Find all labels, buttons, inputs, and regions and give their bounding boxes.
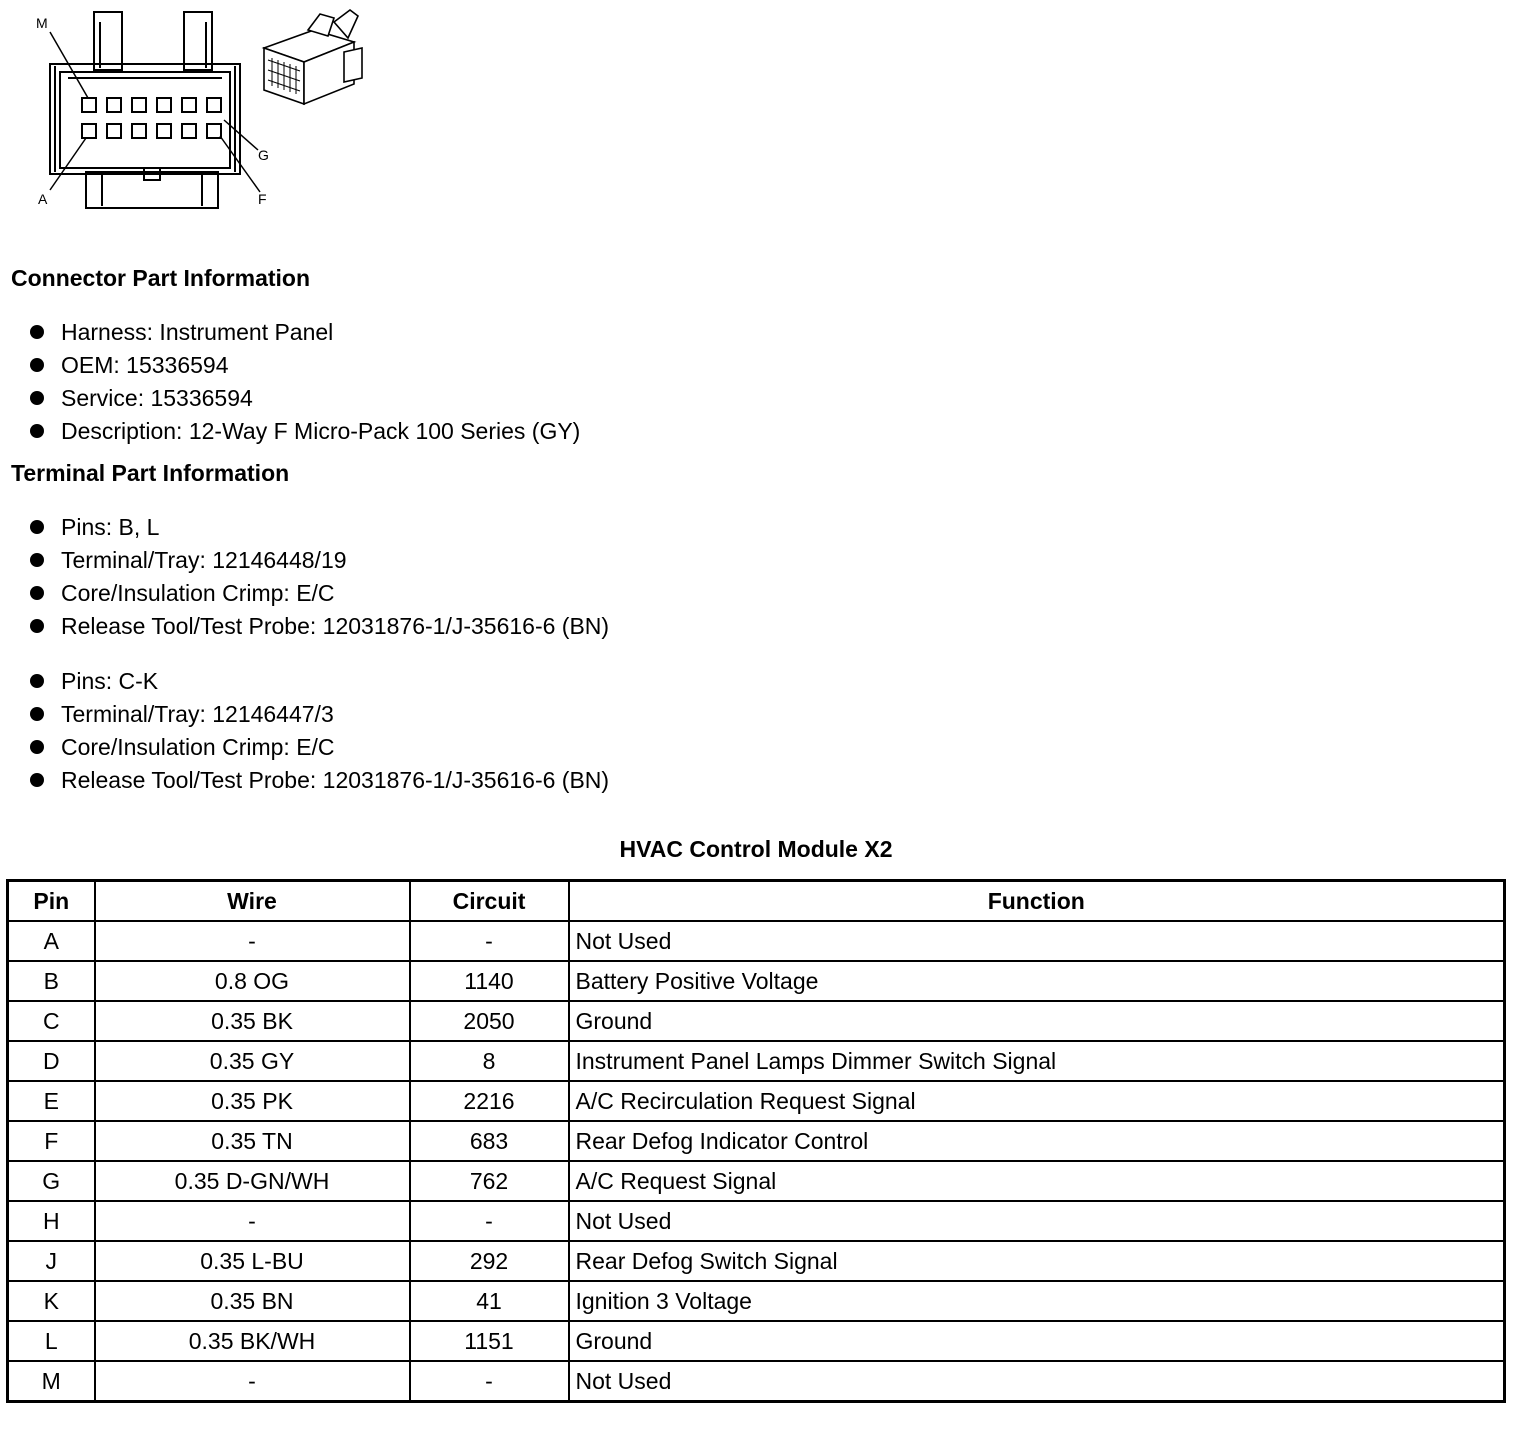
top-latch-right [184, 12, 212, 70]
cell-function: Battery Positive Voltage [569, 961, 1505, 1001]
bullet-icon [30, 391, 44, 405]
cell-function: Rear Defog Switch Signal [569, 1241, 1505, 1281]
cell-circuit: - [410, 921, 569, 961]
cavity-a [82, 124, 96, 138]
cell-wire: - [95, 1201, 410, 1241]
bullet-icon [30, 358, 44, 372]
cell-circuit: 2050 [410, 1001, 569, 1041]
pin-cavities [82, 98, 221, 138]
table-header-row [8, 881, 1505, 922]
cell-wire: 0.35 BK/WH [95, 1321, 410, 1361]
connector-part-heading: Connector Part Information [11, 265, 311, 291]
cell-function: Not Used [569, 1361, 1505, 1402]
cell-circuit: - [410, 1201, 569, 1241]
connector-face-diagram [30, 8, 280, 214]
cavity-e [182, 124, 196, 138]
list-item-text: Pins: B, L [61, 514, 160, 540]
bullet-icon [30, 553, 44, 567]
bullet-icon [30, 424, 44, 438]
cell-function: Rear Defog Indicator Control [569, 1121, 1505, 1161]
cell-pin: D [8, 1041, 95, 1081]
cell-pin: A [8, 921, 95, 961]
list-item-text: Core/Insulation Crimp: E/C [61, 580, 335, 606]
table-row [8, 1001, 1505, 1041]
list-item-text: Description: 12-Way F Micro-Pack 100 Series (GY) [61, 418, 581, 444]
pin-table [6, 879, 1506, 1403]
list-item-text: Harness: Instrument Panel [61, 319, 334, 345]
cavity-b [107, 124, 121, 138]
cell-pin: K [8, 1281, 95, 1321]
cavity-d [157, 124, 171, 138]
header-pin: Pin [8, 881, 95, 922]
cell-pin: J [8, 1241, 95, 1281]
list-item [30, 415, 580, 448]
list-item [30, 764, 609, 797]
cell-wire: 0.35 TN [95, 1121, 410, 1161]
bullet-icon [30, 674, 44, 688]
top-latch-left [94, 12, 122, 70]
pin-label-m: M [36, 15, 48, 31]
bullet-icon [30, 619, 44, 633]
header-function: Function [569, 881, 1505, 922]
cell-wire: 0.35 L-BU [95, 1241, 410, 1281]
cell-circuit: - [410, 1361, 569, 1402]
bullet-icon [30, 773, 44, 787]
cell-wire: 0.35 BK [95, 1001, 410, 1041]
bullet-icon [30, 707, 44, 721]
list-item [30, 610, 609, 643]
list-item-text: Pins: C-K [61, 668, 159, 694]
cell-function: A/C Request Signal [569, 1161, 1505, 1201]
cell-circuit: 41 [410, 1281, 569, 1321]
list-item [30, 349, 580, 382]
table-row [8, 961, 1505, 1001]
terminal-part-list-2 [30, 665, 609, 797]
table-row [8, 1041, 1505, 1081]
cell-circuit: 292 [410, 1241, 569, 1281]
cell-wire: 0.35 D-GN/WH [95, 1161, 410, 1201]
list-item-text: Terminal/Tray: 12146447/3 [61, 701, 334, 727]
list-item [30, 731, 609, 764]
table-title: HVAC Control Module X2 [619, 836, 893, 862]
pin-label-g: G [258, 147, 269, 163]
cell-function: Not Used [569, 1201, 1505, 1241]
bullet-icon [30, 520, 44, 534]
list-item [30, 665, 609, 698]
table-row [8, 1321, 1505, 1361]
cell-circuit: 683 [410, 1121, 569, 1161]
header-wire: Wire [95, 881, 410, 922]
cell-wire: - [95, 921, 410, 961]
cell-pin: F [8, 1121, 95, 1161]
bottom-housing [86, 172, 218, 208]
list-item [30, 511, 609, 544]
cell-pin: G [8, 1161, 95, 1201]
list-item [30, 382, 580, 415]
table-row [8, 921, 1505, 961]
cavity-h [182, 98, 196, 112]
cell-pin: M [8, 1361, 95, 1402]
terminal-part-list-1 [30, 511, 609, 643]
list-item-text: Release Tool/Test Probe: 12031876-1/J-35616-6 (BN) [61, 613, 610, 639]
cavity-m [82, 98, 96, 112]
cell-circuit: 1151 [410, 1321, 569, 1361]
cavity-c [132, 124, 146, 138]
connector-part-list [30, 316, 580, 448]
list-item-text: Release Tool/Test Probe: 12031876-1/J-35616-6 (BN) [61, 767, 610, 793]
cell-circuit: 1140 [410, 961, 569, 1001]
table-row [8, 1361, 1505, 1402]
cell-function: Ignition 3 Voltage [569, 1281, 1505, 1321]
cell-circuit: 762 [410, 1161, 569, 1201]
table-row [8, 1121, 1505, 1161]
list-item [30, 577, 609, 610]
header-circuit: Circuit [410, 881, 569, 922]
cell-function: Ground [569, 1321, 1505, 1361]
list-item-text: OEM: 15336594 [61, 352, 229, 378]
cell-function: Ground [569, 1001, 1505, 1041]
cell-pin: L [8, 1321, 95, 1361]
table-row [8, 1241, 1505, 1281]
table-row [8, 1281, 1505, 1321]
pin-label-f: F [258, 191, 267, 207]
bullet-icon [30, 586, 44, 600]
cell-wire: 0.35 PK [95, 1081, 410, 1121]
list-item-text: Core/Insulation Crimp: E/C [61, 734, 335, 760]
cavity-l [107, 98, 121, 112]
cavity-k [132, 98, 146, 112]
bullet-icon [30, 325, 44, 339]
cell-wire: 0.8 OG [95, 961, 410, 1001]
cavity-f [207, 124, 221, 138]
cell-pin: B [8, 961, 95, 1001]
cell-pin: C [8, 1001, 95, 1041]
table-row [8, 1081, 1505, 1121]
list-item [30, 544, 609, 577]
list-item [30, 698, 609, 731]
list-item-text: Service: 15336594 [61, 385, 253, 411]
cell-wire: 0.35 BN [95, 1281, 410, 1321]
cell-function: Instrument Panel Lamps Dimmer Switch Signal [569, 1041, 1505, 1081]
cell-wire: 0.35 GY [95, 1041, 410, 1081]
cell-pin: H [8, 1201, 95, 1241]
table-row [8, 1201, 1505, 1241]
terminal-part-heading: Terminal Part Information [11, 460, 290, 486]
cell-wire: - [95, 1361, 410, 1402]
table-row [8, 1161, 1505, 1201]
cavity-g [207, 98, 221, 112]
pin-label-a: A [38, 191, 48, 207]
cell-function: Not Used [569, 921, 1505, 961]
cell-circuit: 2216 [410, 1081, 569, 1121]
list-item [30, 316, 580, 349]
cell-circuit: 8 [410, 1041, 569, 1081]
cell-pin: E [8, 1081, 95, 1121]
cell-function: A/C Recirculation Request Signal [569, 1081, 1505, 1121]
bullet-icon [30, 740, 44, 754]
list-item-text: Terminal/Tray: 12146448/19 [61, 547, 347, 573]
cavity-j [157, 98, 171, 112]
connector-3d-illustration [258, 8, 368, 108]
